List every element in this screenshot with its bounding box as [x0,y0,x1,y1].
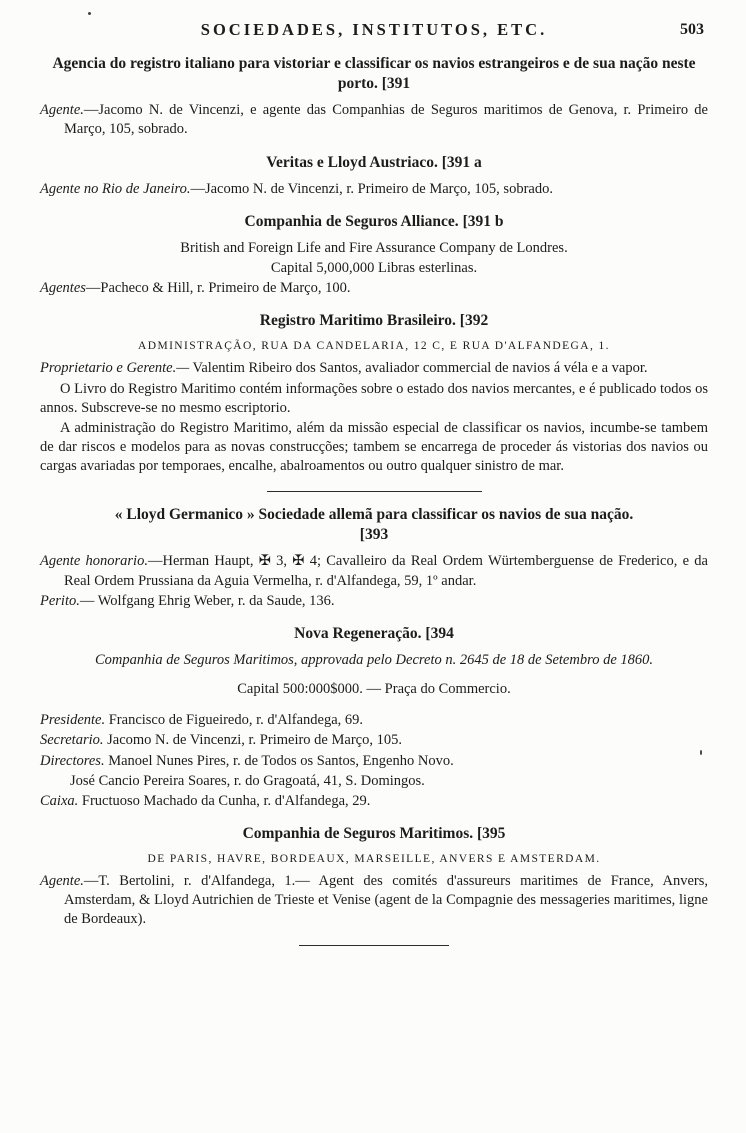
entry-heading-alliance [40,212,708,232]
agent-label: Agentes [40,280,86,297]
officer-role: Secretario. [40,732,104,749]
entry-heading-veritas-lloyd [40,153,708,173]
perito-label: Perito. [40,592,80,609]
alliance-company-line: British and Foreign Life and Fire Assurance Company de Londres. [180,239,568,256]
agent-text: —Jacomo N. de Vincenzi, r. Primeiro de Março, 105, sobrado. [190,180,553,197]
administration-address-line: ADMINISTRAÇÃO, RUA DA CANDELARIA, 12 C, E RUA D'ALFANDEGA, 1. [138,340,610,353]
officer-line [40,752,708,771]
running-header-title: SOCIEDADES, INSTITUTOS, ETC. [200,20,548,39]
registro-paragraph-2: A administração do Registro Maritimo, além da missão especial de classificar os navios, incumbe-se tambem de dar riscos e modelos para as novas construcções; tambem se encarrega de proceder ás vistorias dos navios ou cargas avariadas por temporaes, encalhe, abalroamentos ou outro qualquer sinistro de mar. [40,419,708,475]
officer-text: José Cancio Pereira Soares, r. do Gragoatá, 41, S. Domingos. [70,772,425,789]
entry-title: Nova Regeneração. [294,624,422,642]
officer-line [40,792,708,811]
entry-heading-lloyd-germanico [114,505,634,545]
officer-role: Presidente. [40,712,106,729]
agent-label: Agente no Rio de Janeiro. [40,180,191,197]
agent-line [40,101,708,139]
entry-ref: [395 [476,824,506,842]
officer-text: Francisco de Figueiredo, r. d'Alfandega, 69. [105,712,364,729]
running-header [40,20,708,40]
entry-ref: [394 [425,624,454,642]
officer-role: Directores. [40,752,105,769]
nova-regeneracao-subtitle: Companhia de Seguros Maritimos, approvada pelo Decreto n. 2645 de 18 de Setembro de 1860. [94,652,654,668]
entry-title: « Lloyd Germanico » Sociedade allemã para classificar os navios de sua nação. [114,506,634,524]
owner-line [40,359,708,378]
entry-ref: [393 [359,526,389,544]
cities-line: DE PARIS, HAVRE, BORDEAUX, MARSEILLE, ANVERS E AMSTERDAM. [147,853,601,866]
nova-regeneracao-capital-line: Capital 500:000$000. — Praça do Commercio. [237,681,511,698]
officer-line [40,772,708,791]
section-divider-rule [267,491,482,492]
entry-title: Registro Maritimo Brasileiro. [259,312,456,330]
entry-title: Companhia de Seguros Maritimos. [242,824,474,842]
entry-ref: [392 [459,312,489,330]
entry-ref: [391 [381,75,411,93]
agent-line [40,279,708,298]
officer-text: Fructuoso Machado da Cunha, r. d'Alfandega, 29. [78,792,371,809]
scan-speck [700,750,702,755]
perito-text: — Wolfgang Ehrig Weber, r. da Saude, 136. [79,592,335,609]
officer-line [40,711,708,730]
officer-line [40,731,708,750]
agent-text: —T. Bertolini, r. d'Alfandega, 1.— Agent des comités d'assureurs maritimes de France, Anvers, Amsterdam, & Lloyd Autrichien de Trieste et Venise (agent de la Compagnie des messageries maritimes, ligne de Bordeaux). [64,873,708,928]
agent-label: Agente. [40,102,84,119]
entry-heading-italian-registry [40,54,708,94]
owner-text: Valentim Ribeiro dos Santos, avaliador commercial de navios á véla e a vapor. [189,360,648,377]
officer-role: Caixa. [40,792,79,809]
bottom-rule [299,945,449,946]
agent-label: Agente. [40,873,84,890]
agent-line [40,552,708,590]
owner-label: Proprietario e Gerente.— [40,360,190,377]
entry-title: Veritas e Lloyd Austriaco. [266,153,438,171]
alliance-capital-line: Capital 5,000,000 Libras esterlinas. [270,260,478,277]
agent-line [40,872,708,929]
entry-heading-seguros-maritimos [40,824,708,844]
agent-text: —Herman Haupt, ✠ 3, ✠ 4; Cavalleiro da Real Ordem Würtemberguense de Frederico, e da Real Ordem Prussiana da Aguia Vermelha, r. d'Alfandega, 59, 1º andar. [64,553,708,589]
officer-text: Manoel Nunes Pires, r. de Todos os Santos, Engenho Novo. [104,752,454,769]
agent-label: Agente honorario. [40,553,148,570]
page-number: 503 [680,21,704,38]
agent-line [40,180,708,199]
scan-speck [88,12,91,15]
entry-ref: [391 a [441,153,482,171]
officer-text: Jacomo N. de Vincenzi, r. Primeiro de Março, 105. [103,732,402,749]
agent-text: —Jacomo N. de Vincenzi, e agente das Companhias de Seguros maritimos de Genova, r. Primeiro de Março, 105, sobrado. [64,102,708,138]
entry-heading-nova-regeneracao [40,624,708,644]
entry-ref: [391 b [462,212,504,230]
perito-line [40,592,708,611]
entry-title: Agencia do registro italiano para vistoriar e classificar os navios estrangeiros e de sua nação neste porto. [52,55,696,93]
agent-text: —Pacheco & Hill, r. Primeiro de Março, 100. [85,280,351,297]
registro-paragraph-1: O Livro do Registro Maritimo contém informações sobre o estado dos navios mercantes, e é publicado todos os annos. Subscreve-se no mesmo escriptorio. [40,380,708,416]
entry-title: Companhia de Seguros Alliance. [244,212,459,230]
entry-heading-registro-maritimo [40,311,708,331]
